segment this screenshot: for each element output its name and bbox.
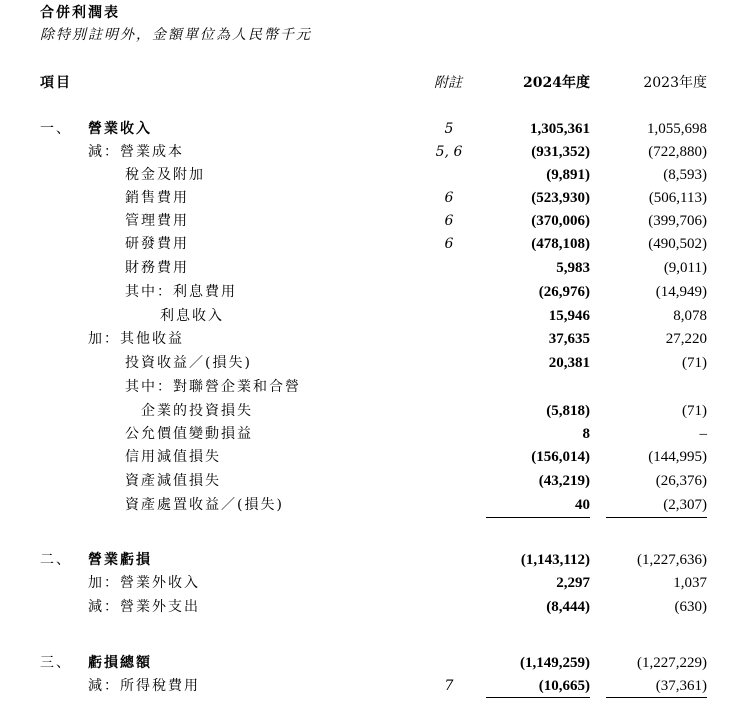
header-2023: 2023年度 xyxy=(643,75,707,91)
value-2024: 20,381 xyxy=(548,355,590,371)
value-2024: (8,444) xyxy=(546,599,590,615)
value-2023: (9,011) xyxy=(663,260,707,276)
value-2024: (931,352) xyxy=(531,144,590,160)
value-2023: (630) xyxy=(674,599,707,615)
value-2023: – xyxy=(699,426,707,442)
value-2023: (1,227,229) xyxy=(637,655,707,671)
row-note: 5 xyxy=(444,121,454,137)
subtotal-rule-2023 xyxy=(606,517,707,518)
table-row xyxy=(0,572,740,595)
value-2024: (9,891) xyxy=(546,167,590,183)
table-row xyxy=(0,494,740,517)
row-label: 其中：對聯營企業和合營 xyxy=(125,379,301,395)
row-label: 銷售費用 xyxy=(125,190,189,206)
row-label: 其中：利息費用 xyxy=(125,284,237,300)
row-label: 加：其他收益 xyxy=(88,331,184,347)
value-2024: (370,006) xyxy=(531,213,590,229)
table-row xyxy=(0,257,740,280)
table-row xyxy=(0,141,740,164)
row-label: 虧損總額 xyxy=(88,655,152,671)
row-label: 減：所得稅費用 xyxy=(88,678,200,694)
value-2023: (71) xyxy=(682,355,707,371)
header-2024: 2024年度 xyxy=(523,75,590,91)
row-label: 營業虧損 xyxy=(88,552,152,568)
row-label: 企業的投資損失 xyxy=(141,403,253,419)
row-label: 營業收入 xyxy=(88,121,152,137)
value-2023: (71) xyxy=(682,403,707,419)
value-2023: 8,078 xyxy=(673,308,707,324)
header-note: 附註 xyxy=(434,75,462,91)
statement-title: 合併利潤表 xyxy=(40,5,120,21)
value-2024: 2,297 xyxy=(556,575,590,591)
row-label: 減：營業成本 xyxy=(88,144,184,160)
value-2023: (144,995) xyxy=(648,449,707,465)
table-row xyxy=(0,652,740,675)
value-2023: (8,593) xyxy=(663,167,707,183)
table-row xyxy=(0,352,740,375)
row-note: 6 xyxy=(444,190,454,206)
table-row xyxy=(0,675,740,698)
value-2023: (399,706) xyxy=(648,213,707,229)
table-row xyxy=(0,164,740,187)
value-2023: (37,361) xyxy=(655,678,707,694)
table-row xyxy=(0,549,740,572)
table-row xyxy=(0,376,740,399)
value-2023: 1,037 xyxy=(673,575,707,591)
value-2024: 37,635 xyxy=(548,331,590,347)
row-note: 6 xyxy=(444,236,454,252)
value-2023: (490,502) xyxy=(648,236,707,252)
value-2024: (26,976) xyxy=(538,284,590,300)
value-2024: 8 xyxy=(582,426,590,442)
value-2023: (506,113) xyxy=(648,190,707,206)
row-label: 研發費用 xyxy=(125,236,189,252)
total-rule-2024 xyxy=(486,697,590,698)
section-number: 一、 xyxy=(40,121,72,137)
table-row xyxy=(0,596,740,619)
row-label: 信用減值損失 xyxy=(125,449,221,465)
table-row xyxy=(0,281,740,304)
table-row xyxy=(0,470,740,493)
value-2023: (26,376) xyxy=(655,473,707,489)
value-2024: 1,305,361 xyxy=(530,121,590,137)
row-note: 6 xyxy=(444,213,454,229)
table-row xyxy=(0,328,740,351)
value-2023: (1,227,636) xyxy=(637,552,707,568)
value-2023: (14,949) xyxy=(655,284,707,300)
value-2023: 1,055,698 xyxy=(647,121,707,137)
value-2023: (722,880) xyxy=(648,144,707,160)
subtotal-rule-2024 xyxy=(486,517,590,518)
value-2024: (1,149,259) xyxy=(520,655,590,671)
table-row xyxy=(0,118,740,141)
value-2024: 5,983 xyxy=(556,260,590,276)
table-row xyxy=(0,446,740,469)
table-row xyxy=(0,400,740,423)
row-label: 利息收入 xyxy=(160,308,224,324)
value-2023: (2,307) xyxy=(663,497,707,513)
value-2024: (5,818) xyxy=(546,403,590,419)
value-2024: 15,946 xyxy=(548,308,590,324)
value-2024: (1,143,112) xyxy=(520,552,590,568)
value-2023: 27,220 xyxy=(665,331,707,347)
total-rule-2023 xyxy=(606,697,707,698)
table-row xyxy=(0,187,740,210)
table-row xyxy=(0,210,740,233)
section-number: 三、 xyxy=(40,655,72,671)
row-label: 稅金及附加 xyxy=(125,167,205,183)
row-note: 5, 6 xyxy=(435,144,463,160)
table-row xyxy=(0,423,740,446)
statement-subtitle: 除特別註明外，金額單位為人民幣千元 xyxy=(40,27,312,43)
table-row xyxy=(0,305,740,328)
row-label: 投資收益／(損失) xyxy=(125,355,252,371)
table-row xyxy=(0,233,740,256)
value-2024: (478,108) xyxy=(531,236,590,252)
section-number: 二、 xyxy=(40,552,72,568)
row-label: 加：營業外收入 xyxy=(88,575,200,591)
value-2024: (523,930) xyxy=(531,190,590,206)
row-label: 管理費用 xyxy=(125,213,189,229)
row-label: 減：營業外支出 xyxy=(88,599,200,615)
row-label: 財務費用 xyxy=(125,260,189,276)
value-2024: (43,219) xyxy=(538,473,590,489)
value-2024: 40 xyxy=(575,497,590,513)
value-2024: (156,014) xyxy=(531,449,590,465)
value-2024: (10,665) xyxy=(538,678,590,694)
row-label: 資產減值損失 xyxy=(125,473,221,489)
row-note: 7 xyxy=(444,678,454,694)
row-label: 資產處置收益／(損失) xyxy=(125,497,284,513)
row-label: 公允價值變動損益 xyxy=(125,426,253,442)
header-item: 項目 xyxy=(40,75,72,91)
